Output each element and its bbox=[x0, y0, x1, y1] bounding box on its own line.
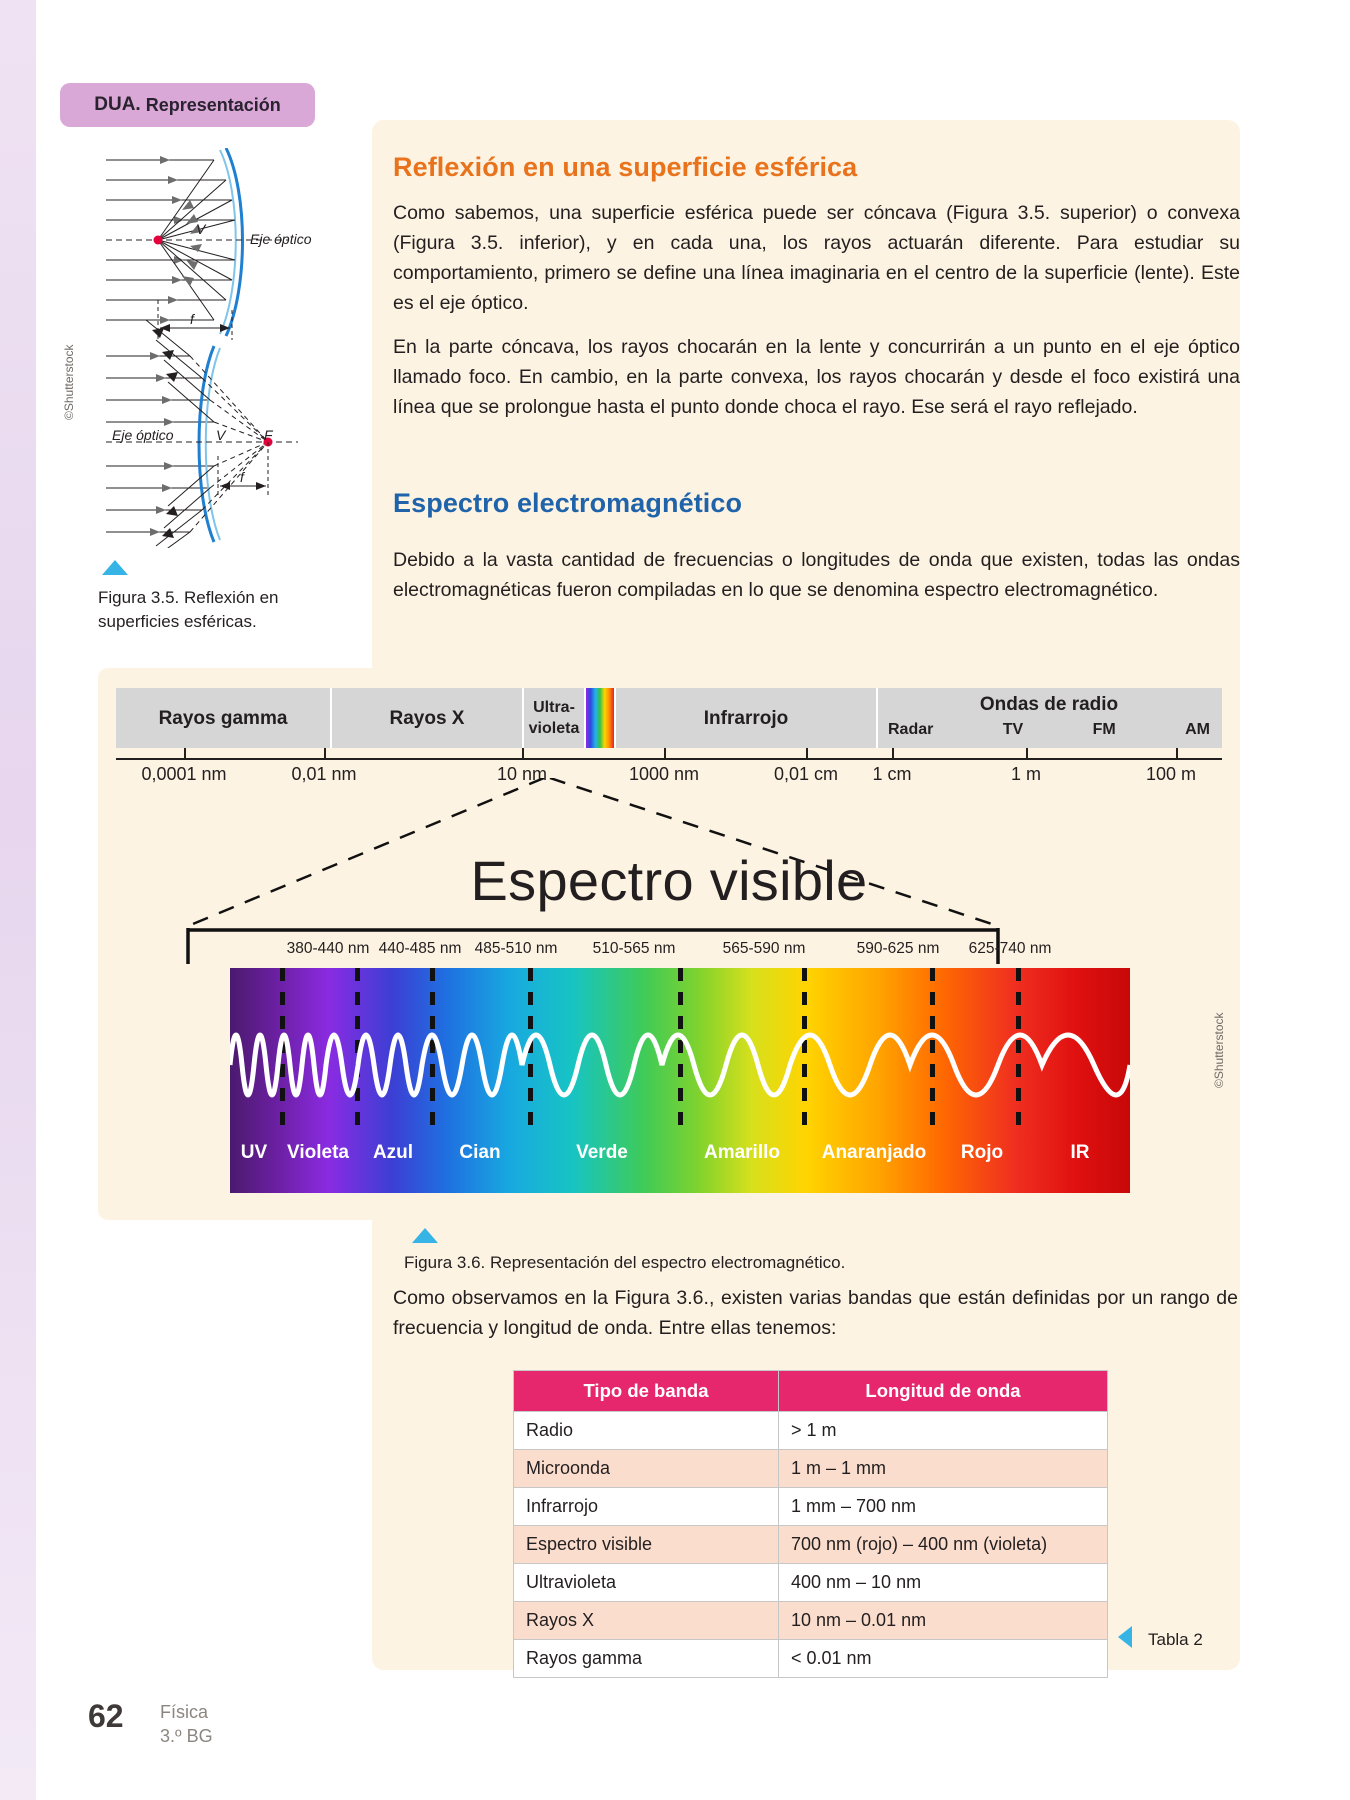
scale-label-5: 1 cm bbox=[872, 764, 912, 784]
dua-badge-text: Representación bbox=[145, 94, 281, 115]
wavelength-axis-line bbox=[116, 758, 1222, 760]
radio-sub-radar: Radar bbox=[888, 721, 934, 738]
footer-grade: 3.º BG bbox=[160, 1726, 213, 1746]
radio-sub-am: AM bbox=[1185, 721, 1210, 738]
figure-3-5-caption: Figura 3.5. Reflexión en superficies esféricas. bbox=[98, 588, 279, 631]
band-xray: Rayos X bbox=[330, 688, 522, 748]
table-row bbox=[514, 1602, 1108, 1640]
table-header-tipo: Tipo de banda bbox=[514, 1371, 779, 1412]
scale-label-7: 100 m bbox=[1145, 764, 1197, 784]
figure-3-6-panel bbox=[98, 668, 1240, 1220]
table-marker-triangle-icon bbox=[1118, 1626, 1132, 1648]
table-label: Tabla 2 bbox=[1148, 1630, 1203, 1649]
focus-label-bottom: F bbox=[264, 427, 273, 443]
scale-label-3: 1000 nm bbox=[628, 764, 700, 784]
paragraph-4: Como observamos en la Figura 3.6., existen varias bandas que están definidas por un rango de frecuencia y longitud de onda. Entre ellas tenemos: bbox=[393, 1287, 1238, 1339]
figure-3-6-caption-marker-icon bbox=[412, 1228, 438, 1243]
range-565-590: 565-590 nm bbox=[722, 940, 806, 957]
focal-label-bottom: f bbox=[240, 469, 244, 485]
vertex-label-bottom: V bbox=[216, 427, 226, 443]
visible-color-names bbox=[230, 1142, 1130, 1172]
cell-tipo: Rayos gamma bbox=[514, 1640, 779, 1678]
cell-longitud: 700 nm (rojo) – 400 nm (violeta) bbox=[779, 1526, 1108, 1564]
color-name-uv: UV bbox=[240, 1142, 268, 1163]
figure-3-6-caption: Figura 3.6. Representación del espectro electromagnético. bbox=[404, 1253, 846, 1272]
band-uv-label: Ultra-violeta bbox=[528, 699, 580, 737]
color-name-ir: IR bbox=[1070, 1142, 1090, 1163]
scale-label-2: 10 nm bbox=[496, 764, 548, 784]
band-table bbox=[513, 1370, 1108, 1678]
cell-tipo: Espectro visible bbox=[514, 1526, 779, 1564]
cell-longitud: 10 nm – 0.01 nm bbox=[779, 1602, 1108, 1640]
range-625-740: 625-740 nm bbox=[968, 940, 1052, 957]
footer-subject-name: Física bbox=[160, 1702, 209, 1722]
cell-tipo: Radio bbox=[514, 1412, 779, 1450]
table-row bbox=[514, 1564, 1108, 1602]
vertex-label-top: V bbox=[196, 221, 206, 237]
cell-longitud: < 0.01 nm bbox=[779, 1640, 1108, 1678]
paragraph-3: Debido a la vasta cantidad de frecuencias o longitudes de onda que existen, todas las ondas electromagnéticas fueron compiladas en lo que se denomina espectro electromagnético. bbox=[393, 549, 1240, 601]
band-infrared: Infrarrojo bbox=[614, 688, 876, 748]
scale-label-6: 1 m bbox=[1010, 764, 1042, 784]
range-590-625: 590-625 nm bbox=[856, 940, 940, 957]
heading-reflexion: Reflexión en una superficie esférica bbox=[393, 152, 858, 182]
color-name-violeta: Violeta bbox=[287, 1142, 349, 1163]
cell-longitud: > 1 m bbox=[779, 1412, 1108, 1450]
band-radio bbox=[876, 688, 1220, 748]
band-radio-sublabels bbox=[878, 719, 1220, 740]
cell-tipo: Infrarrojo bbox=[514, 1488, 779, 1526]
color-name-azul: Azul bbox=[372, 1142, 414, 1163]
axis-label-top: Eje óptico bbox=[250, 231, 312, 247]
paragraph-1: Como sabemos, una superficie esférica puede ser cóncava (Figura 3.5. superior) o convexa (Figura 3.5. inferior), y en cada una, los rayos actuarán diferente. Para estudiar su comportamiento, primero se define una línea imaginaria en el centro de la superficie (lente). Este es el eje óptico. bbox=[393, 202, 1240, 314]
color-name-verde: Verde bbox=[576, 1142, 628, 1163]
band-radio-label: Ondas de radio bbox=[979, 694, 1119, 715]
axis-label-bottom: Eje óptico bbox=[112, 427, 174, 443]
cell-longitud: 1 m – 1 mm bbox=[779, 1450, 1108, 1488]
table-row bbox=[514, 1526, 1108, 1564]
table-header-longitud: Longitud de onda bbox=[779, 1371, 1108, 1412]
caption-marker-triangle-icon bbox=[102, 560, 128, 575]
range-485-510: 485-510 nm bbox=[474, 940, 558, 957]
color-name-amarillo: Amarillo bbox=[703, 1142, 781, 1163]
paragraph-2: En la parte cóncava, los rayos chocarán en la lente y concurrirán a un punto en el eje óptico llamado foco. En cambio, en la parte convexa, los rayos chocarán y desde el foco existirá una línea que se prolongue hasta el punto donde choca el rayo. Ese será el rayo reflejado. bbox=[393, 336, 1240, 418]
scale-label-4: 0,01 cm bbox=[773, 764, 839, 784]
band-gamma: Rayos gamma bbox=[158, 707, 288, 729]
heading-espectro: Espectro electromagnético bbox=[393, 488, 743, 518]
figure-3-5-credit: ©Shutterstock bbox=[62, 344, 76, 420]
figure-3-5-illustration bbox=[98, 148, 346, 548]
wavelength-axis-ticks bbox=[116, 748, 1222, 758]
em-band-row bbox=[116, 688, 1222, 748]
table-row bbox=[514, 1640, 1108, 1678]
focal-label-top: f bbox=[190, 311, 194, 327]
radio-sub-fm: FM bbox=[1092, 721, 1116, 738]
mirror-diagram-svg bbox=[98, 148, 346, 548]
table-header-row bbox=[514, 1371, 1108, 1412]
cell-tipo: Ultravioleta bbox=[514, 1564, 779, 1602]
range-440-485: 440-485 nm bbox=[378, 940, 462, 957]
radio-sub-tv: TV bbox=[1002, 721, 1024, 738]
visible-range-labels bbox=[98, 940, 1240, 964]
footer-subject bbox=[160, 1700, 213, 1748]
visible-spectrum-title: Espectro visible bbox=[470, 849, 868, 912]
cell-longitud: 400 nm – 10 nm bbox=[779, 1564, 1108, 1602]
page-number: 62 bbox=[88, 1698, 124, 1734]
table-row bbox=[514, 1488, 1108, 1526]
range-510-565: 510-565 nm bbox=[592, 940, 676, 957]
range-380-440: 380-440 nm bbox=[286, 940, 370, 957]
scale-label-1: 0,01 nm bbox=[291, 764, 357, 784]
band-visible bbox=[584, 688, 614, 748]
dua-badge bbox=[60, 83, 315, 127]
dua-badge-bold: DUA. bbox=[94, 94, 141, 115]
scale-label-0: 0,0001 nm bbox=[141, 764, 227, 784]
color-name-cian: Cian bbox=[459, 1142, 501, 1163]
table-row bbox=[514, 1450, 1108, 1488]
color-name-anaranjado: Anaranjado bbox=[821, 1142, 927, 1163]
band-uv bbox=[522, 688, 584, 748]
visible-rainbow-swatch bbox=[586, 688, 614, 748]
cell-tipo: Rayos X bbox=[514, 1602, 779, 1640]
spectrum-diagram bbox=[98, 668, 1240, 1220]
figure-3-6-credit: ©Shutterstock bbox=[1212, 1012, 1226, 1088]
page-edge-strip bbox=[0, 0, 36, 1800]
table-row bbox=[514, 1412, 1108, 1450]
cell-longitud: 1 mm – 700 nm bbox=[779, 1488, 1108, 1526]
color-name-rojo: Rojo bbox=[960, 1142, 1004, 1163]
wave-overlay bbox=[230, 1000, 1130, 1130]
cell-tipo: Microonda bbox=[514, 1450, 779, 1488]
